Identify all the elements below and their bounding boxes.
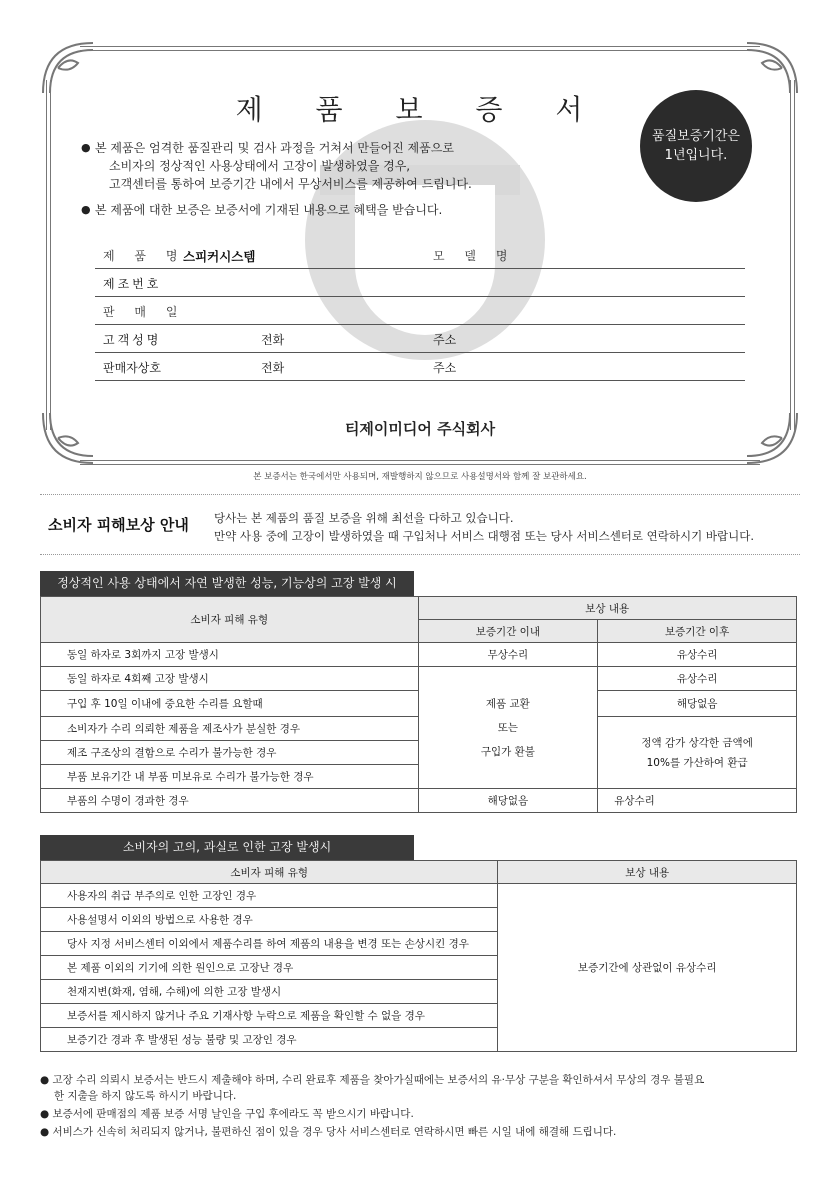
table-row (41, 884, 797, 908)
row-after: 유상수리 (598, 789, 797, 813)
badge-line-1: 품질보증기간은 (652, 129, 740, 144)
row-type: 제조 구조상의 결함으로 수리가 불가능한 경우 (41, 741, 419, 765)
compensation-line-2: 만약 사용 중에 고장이 발생하였을 때 구입처나 서비스 대행점 또는 당사 서비스센터로 연락하시기 바랍니다. (214, 529, 754, 543)
dotted-divider-2 (40, 554, 800, 555)
model-label: 모 델 명 (433, 249, 516, 263)
footnote-3-text: 서비스가 신속히 처리되지 않거나, 불편하신 점이 있을 경우 당사 서비스센터로 연락하시면 빠른 시일 내에 해결해 드립니다. (52, 1126, 617, 1138)
table1 (40, 596, 797, 813)
table1-col-compensation: 보상 내용 (418, 597, 797, 620)
intro-line-4: ● 본 제품에 대한 보증은 보증서에 기재된 내용으로 혜택을 받습니다. (95, 200, 442, 220)
bullet-icon: ● (40, 1108, 53, 1120)
row-after: 유상수리 (598, 667, 797, 691)
row-within: 해당없음 (418, 789, 598, 813)
table2-col-compensation: 보상 내용 (498, 861, 797, 884)
row-type: 당사 지정 서비스센터 이외에서 제품수리를 하여 제품의 내용을 변경 또는 손상시킨 경우 (41, 932, 498, 956)
merged-within-2: 또는 (497, 721, 519, 734)
merged-after-2: 10%를 가산하여 환급 (646, 756, 748, 769)
row-type: 사용설명서 이외의 방법으로 사용한 경우 (41, 908, 498, 932)
intro-line-2: 소비자의 정상적인 사용상태에서 고장이 발생하였을 경우, (109, 159, 411, 173)
row-type: 동일 하자로 4회째 고장 발생시 (41, 667, 419, 691)
row-type: 천재지변(화재, 염해, 수해)에 의한 고장 발생시 (41, 980, 498, 1004)
table2-header: 소비자의 고의, 과실로 인한 고장 발생시 (40, 835, 414, 860)
row-type: 사용자의 취급 부주의로 인한 고장인 경우 (41, 884, 498, 908)
dotted-divider (40, 494, 800, 495)
table1-col-after: 보증기간 이후 (598, 620, 797, 643)
table2-compensation-value: 보증기간에 상관없이 유상수리 (498, 884, 797, 1052)
row-type: 보증기간 경과 후 발생된 성능 불량 및 고장인 경우 (41, 1028, 498, 1052)
bullet-icon: ● (40, 1074, 53, 1086)
row-type: 부품의 수명이 경과한 경우 (41, 789, 419, 813)
footnote-1 (40, 1072, 800, 1088)
store-label: 판매자상호 (103, 361, 161, 375)
sale-date-label: 판 매 일 (103, 305, 186, 319)
sale-date-row (95, 298, 745, 325)
product-value: 스피커시스템 (183, 249, 256, 264)
table-row (41, 643, 797, 667)
row-within: 무상수리 (418, 643, 598, 667)
merged-after-1: 정액 감가 상각한 금액에 (641, 736, 753, 749)
merged-within-3: 구입가 환불 (480, 745, 535, 758)
store-row (95, 354, 745, 381)
customer-phone-label: 전화 (261, 333, 285, 347)
mfg-row (95, 270, 745, 297)
retention-notice: 본 보증서는 한국에서만 사용되며, 재발행하지 않으므로 사용설명서와 함께 잘 보관하세요. (253, 472, 587, 482)
row-type: 본 제품 이외의 기기에 의한 원인으로 고장난 경우 (41, 956, 498, 980)
table-row (41, 789, 797, 813)
intro-line-1: ● 본 제품은 엄격한 품질관리 및 검사 과정을 거쳐서 만들어진 제품으로 (95, 138, 454, 158)
table2-col-type: 소비자 피해 유형 (41, 861, 498, 884)
customer-label: 고객성명 (103, 333, 162, 347)
table1-col-within: 보증기간 이내 (418, 620, 598, 643)
footnote-1-text: 고장 수리 의뢰시 보증서는 반드시 제출해야 하며, 수리 완료후 제품을 찾아가실때에는 보증서의 유·무상 구분을 확인하셔서 무상의 경우 불필요 (52, 1074, 705, 1086)
row-type: 부품 보유기간 내 부품 미보유로 수리가 불가능한 경우 (41, 765, 419, 789)
row-within-merged (418, 667, 598, 789)
footnote-2-text: 보증서에 판매점의 제품 보증 서명 날인을 구입 후에라도 꼭 받으시기 바랍니다. (52, 1108, 414, 1120)
table1-header: 정상적인 사용 상태에서 자연 발생한 성능, 기능상의 고장 발생 시 (40, 571, 414, 596)
warranty-period-badge (640, 90, 752, 202)
table2 (40, 860, 797, 1052)
compensation-title: 소비자 피해보상 안내 (48, 516, 189, 534)
store-address-label: 주소 (433, 361, 457, 375)
bullet-icon: ● (40, 1126, 53, 1138)
merged-within-1: 제품 교환 (485, 697, 530, 710)
row-after: 해당없음 (598, 691, 797, 717)
row-after-merged (598, 717, 797, 789)
mfg-label: 제조번호 (103, 277, 162, 291)
page-title: 제 품 보 증 서 (235, 93, 605, 126)
row-type: 소비자가 수리 의뢰한 제품을 제조사가 분실한 경우 (41, 717, 419, 741)
compensation-line-1: 당사는 본 제품의 품질 보증을 위해 최선을 다하고 있습니다. (214, 511, 514, 525)
footnote-3 (40, 1124, 800, 1140)
row-after: 유상수리 (598, 643, 797, 667)
customer-address-label: 주소 (433, 333, 457, 347)
footnote-1-cont: 한 지출을 하지 않도록 하시기 바랍니다. (54, 1090, 237, 1102)
badge-line-2: 1년입니다. (664, 148, 728, 163)
product-label: 제 품 명 (103, 249, 186, 263)
row-type: 구입 후 10일 이내에 중요한 수리를 요할때 (41, 691, 419, 717)
intro-line-3: 고객센터를 통하여 보증기간 내에서 무상서비스를 제공하여 드립니다. (109, 177, 472, 191)
row-type: 보증서를 제시하지 않거나 주요 기재사항 누락으로 제품을 확인할 수 없을 경우 (41, 1004, 498, 1028)
footnote-2 (40, 1106, 800, 1122)
row-type: 동일 하자로 3회까지 고장 발생시 (41, 643, 419, 667)
customer-row (95, 326, 745, 353)
table-row (41, 667, 797, 691)
company-name: 티제이미디어 주식회사 (344, 420, 496, 438)
store-phone-label: 전화 (261, 361, 285, 375)
product-row (95, 242, 745, 269)
table1-col-type: 소비자 피해 유형 (41, 597, 419, 643)
